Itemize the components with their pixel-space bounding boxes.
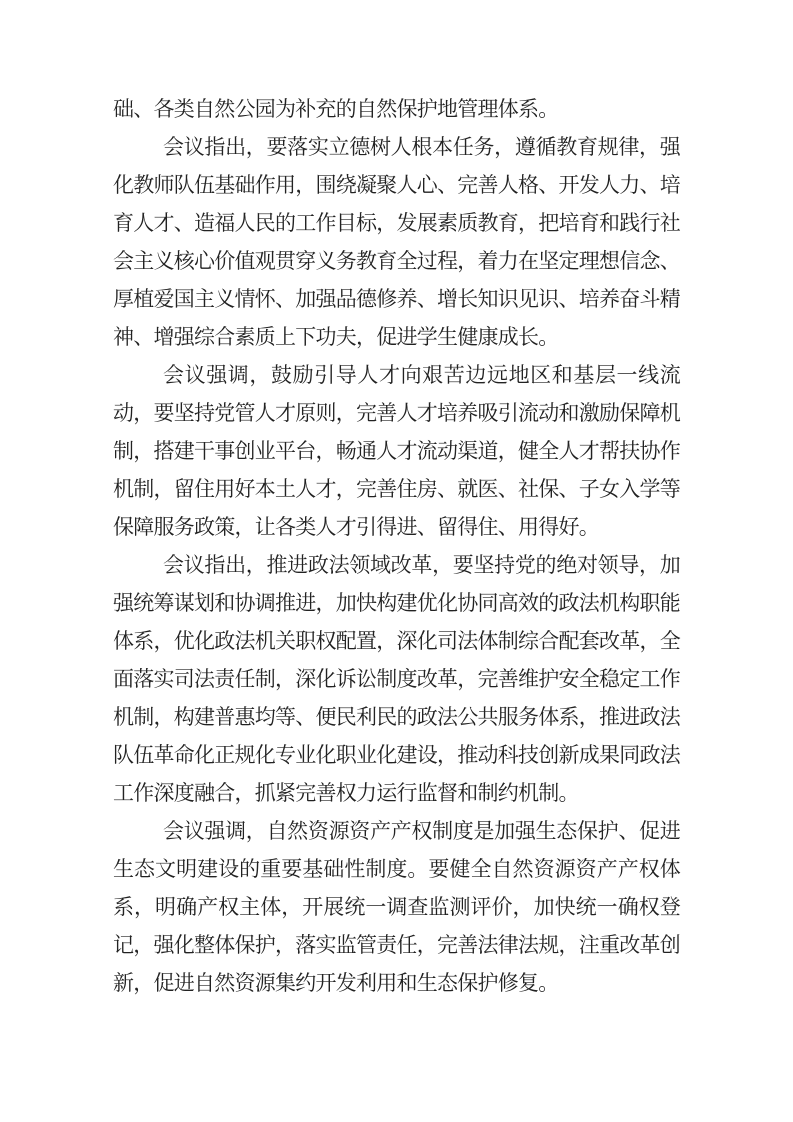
- paragraph-education: 会议指出，要落实立德树人根本任务，遵循教育规律，强化教师队伍基础作用，围绕凝聚人心、完善人格、开发人力、培育人才、造福人民的工作目标，发展素质教育，把培育和践行社会主义核心价值观贯穿义务教育全过程，着力在坚定理想信念、厚植爱国主义情怀、加强品德修养、增长知识见识、培养奋斗精神、增强综合素质上下功夫，促进学生健康成长。: [113, 135, 680, 349]
- paragraph-continuation: 础、各类自然公园为补充的自然保护地管理体系。: [113, 97, 559, 121]
- paragraph-talent: 会议强调，鼓励引导人才向艰苦边远地区和基层一线流动，要坚持党管人才原则，完善人才培养吸引流动和激励保障机制，搭建干事创业平台，畅通人才流动渠道，健全人才帮扶协作机制，留住用好本土人才，完善住房、就医、社保、子女入学等保障服务政策，让各类人才引得进、留得住、用得好。: [113, 363, 680, 539]
- paragraph-natural-resources: 会议强调，自然资源资产产权制度是加强生态保护、促进生态文明建设的重要基础性制度。要健全自然资源资产产权体系，明确产权主体，开展统一调查监测评价，加快统一确权登记，强化整体保护，落实监管责任，完善法律法规，注重改革创新，促进自然资源集约开发利用和生态保护修复。: [113, 819, 680, 995]
- paragraph-law-reform: 会议指出，推进政法领域改革，要坚持党的绝对领导，加强统筹谋划和协调推进，加快构建优化协同高效的政法机构职能体系，优化政法机关职权配置，深化司法体制综合配套改革，全面落实司法责任制，深化诉讼制度改革，完善维护安全稳定工作机制，构建普惠均等、便民利民的政法公共服务体系，推进政法队伍革命化正规化专业化职业化建设，推动科技创新成果同政法工作深度融合，抓紧完善权力运行监督和制约机制。: [113, 553, 680, 805]
